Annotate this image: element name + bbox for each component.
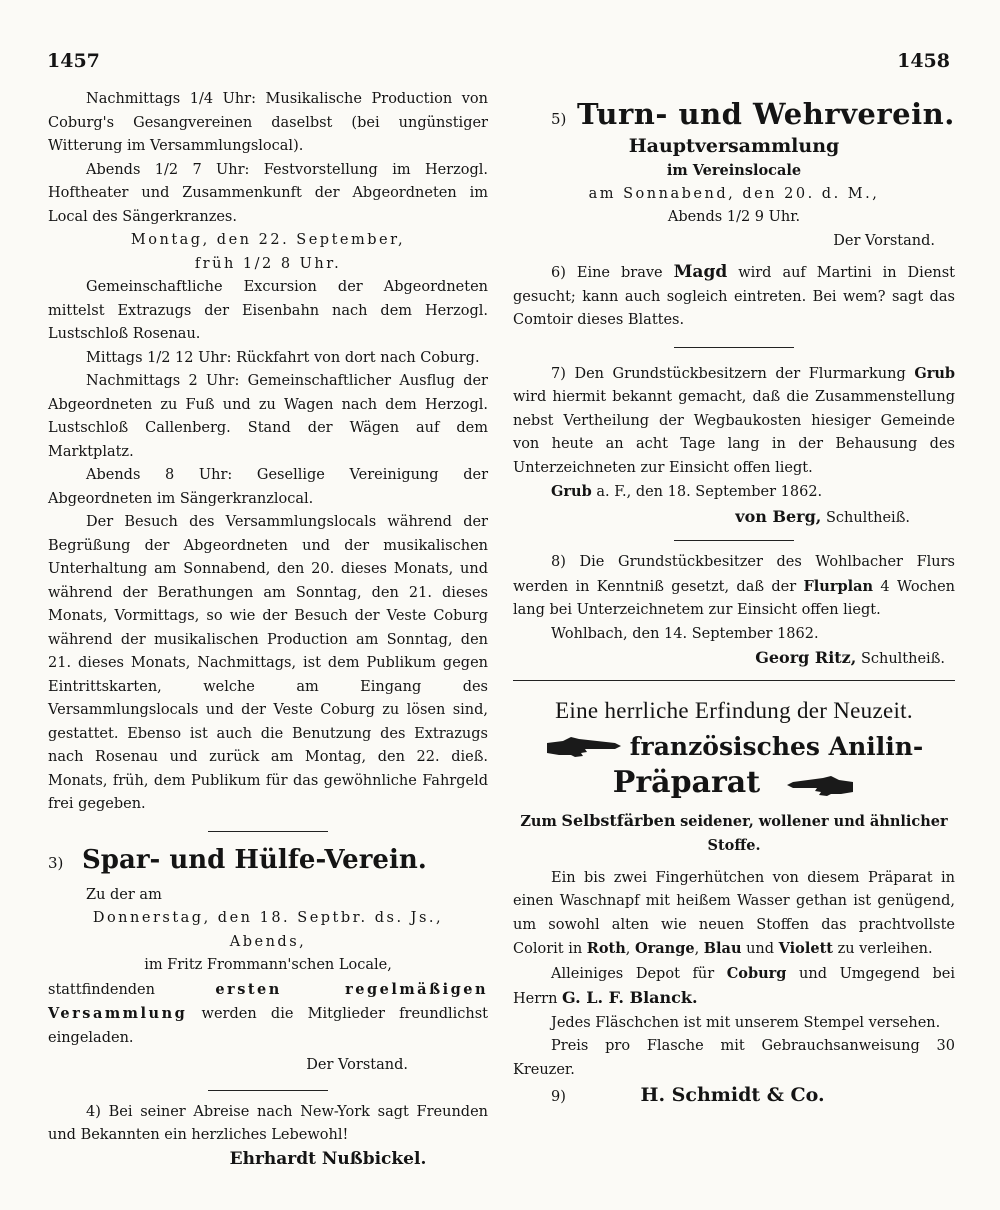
ad-9-depot-city: Coburg — [726, 964, 787, 982]
ad-9-body-pre: Ein bis zwei Fingerhütchen von diesem Präparat in einen Waschnapf mit heißem Wasser gethan ist genügend, um sowohl alten wie neuen Stoffen das prachtvollste Colorit in — [513, 869, 955, 957]
left-column — [48, 88, 488, 1171]
divider-full — [513, 680, 955, 681]
schedule-excursion: Gemeinschaftliche Excursion der Abgeordneten mittelst Extrazugs der Eisenbahn nach dem Herzogl. Lustschloß Rosenau. — [48, 279, 488, 342]
ad-9-product-row1 — [513, 731, 955, 768]
schedule-evening-gala: Abends 1/2 7 Uhr: Festvorstellung im Herzogl. Hoftheater und Zusammenkunft der Abgeordneten im Local des Sängerkranzes. — [48, 161, 488, 225]
pointing-hand-left-icon — [785, 773, 855, 803]
ad-8-text — [513, 551, 955, 623]
ad-9-product-line1: französisches Anilin- — [629, 731, 924, 761]
ad-9-number: 9) — [551, 1089, 566, 1105]
ad-5-location: im Vereinslocale — [666, 162, 802, 179]
ad-5-time: Abends 1/2 9 Uhr. — [667, 209, 801, 225]
ad-9-depot-name: G. L. F. Blanck. — [562, 988, 698, 1007]
ad-9-use-pre: Zum — [520, 812, 557, 830]
ad-7-place-bold: Grub — [551, 483, 592, 500]
ad-7-signer — [513, 505, 955, 531]
ad-5-title: Turn- und Wehrverein. — [577, 97, 955, 131]
ad-3-invitation — [48, 978, 488, 1051]
ad-7-signer-rest: Schultheiß. — [825, 509, 910, 526]
ad-7-signer-bold: von Berg, — [735, 506, 822, 526]
ad-4-signature: Ehrhardt Nußbickel. — [229, 1148, 427, 1169]
ad-3-number: 3) — [48, 853, 64, 872]
ad-8-pre: Die Grundstückbesitzer des Wohlbacher Flurs werden in Kenntniß gesetzt, daß der — [513, 554, 955, 595]
ad-8-signer-rest: Schultheiß. — [860, 651, 945, 667]
ad-8-post: 4 Wochen lang bei Unterzeichnetem zur Einsicht offen liegt. — [513, 578, 956, 618]
ad-9-use-post: seidener, wollener und ähnlicher Stoffe. — [680, 812, 948, 854]
ad-7 — [513, 362, 955, 531]
ad-6-post: wird auf Martini in Dienst gesucht; kann auch sogleich eintreten. Bei wem? sagt das Comtoir dieses Blattes. — [513, 265, 956, 328]
divider — [674, 347, 794, 348]
ad-6-number: 6) — [551, 265, 566, 281]
ad-6-pre: Eine brave — [576, 265, 663, 281]
ad-8 — [513, 551, 955, 672]
ad-9-firm-line — [513, 1084, 955, 1110]
ad-9-depot — [513, 962, 955, 1012]
ad-9-price: Preis pro Flasche mit Gebrauchsanweisung 30 Kreuzer. — [513, 1038, 955, 1078]
ad-6 — [513, 261, 955, 333]
ad-3-time: Abends, — [229, 933, 307, 950]
ad-9-color-blue: Blau — [703, 940, 742, 957]
ad-3 — [48, 842, 488, 1078]
ad-9 — [513, 695, 955, 1110]
ad-9-product-row2 — [513, 767, 955, 803]
ad-3-line1: Zu der am — [86, 886, 162, 903]
ad-9-product-line2: Präparat — [612, 765, 761, 800]
ad-7-post: wird hiermit bekannt gemacht, daß die Zusammenstellung nebst Vertheilung der Wegbaukosten hiesiger Gemeinde von heute an acht Tage lang in der Behausung des Unterzeichneten zur Einsicht offen liegt. — [513, 389, 955, 476]
right-column — [513, 88, 955, 1110]
pointing-hand-right-icon — [545, 733, 625, 767]
ad-5-subtitle: Hauptversammlung — [628, 135, 840, 157]
schedule-afternoon-music: Nachmittags 1/4 Uhr: Musikalische Production von Coburg's Gesangvereinen daselbst (bei ungünstiger Witterung im Versammlungslocal). — [48, 91, 488, 154]
ad-9-color-violet: Violett — [778, 940, 833, 957]
schedule-day-time: früh 1/2 8 Uhr. — [194, 255, 342, 272]
ad-7-place — [513, 480, 955, 505]
ad-9-depot-mid: und Umgegend bei Herrn — [513, 965, 956, 1007]
ad-3-invitation-pre: stattfindenden — [48, 981, 155, 998]
ad-7-place-rest: a. F., den 18. September 1862. — [596, 484, 823, 500]
ad-3-venue: im Fritz Frommann'schen Locale, — [144, 957, 392, 973]
ad-9-stamp: Jedes Fläschchen ist mit unserem Stempel versehen. — [551, 1014, 941, 1031]
page-number-right: 1458 — [897, 50, 950, 72]
ad-8-signer-bold: Georg Ritz, — [755, 648, 857, 667]
ad-7-bold: Grub — [914, 364, 956, 382]
ad-4-text — [48, 1101, 488, 1148]
ad-7-pre: Den Grundstückbesitzern der Flurmarkung — [574, 365, 906, 382]
ad-3-title: Spar- und Hülfe-Verein. — [82, 844, 427, 875]
ad-9-depot-pre: Alleiniges Depot für — [551, 965, 715, 982]
ad-4 — [48, 1101, 488, 1172]
schedule-day-heading: Montag, den 22. September, — [130, 232, 406, 248]
schedule-afternoon-trip: Nachmittags 2 Uhr: Gemeinschaftlicher Ausflug der Abgeordneten zu Fuß und zu Wagen nach dem Herzogl. Lustschloß Callenberg. Stand der Wägen auf dem Marktplatz. — [48, 373, 488, 460]
ad-9-body: Ein bis zwei Fingerhütchen von diesem Präparat in einen Waschnapf mit heißem Wasser gethan ist genügend, um sowohl alten wie neuen Stoffen das prachtvollste Colorit in Roth, Orange, Blau und Violett zu verleihen. — [513, 869, 955, 957]
ad-3-invitation-bold: ersten regelmäßigen Versammlung — [48, 980, 489, 1022]
divider — [208, 831, 328, 832]
ad-6-text — [513, 261, 955, 333]
ad-5-date: am Sonnabend, den 20. d. M., — [588, 185, 880, 202]
ad-4-body: Bei seiner Abreise nach New-York sagt Freunden und Bekannten ein herzliches Lebewohl! — [48, 1103, 488, 1143]
ad-6-bold: Magd — [673, 262, 728, 282]
ad-8-number: 8) — [551, 554, 566, 570]
ad-9-use — [513, 809, 955, 859]
ad-9-headline: Eine herrliche Erfindung der Neuzeit. — [555, 697, 913, 723]
ad-9-color-red: Roth — [586, 940, 626, 957]
ad-5-number: 5) — [551, 110, 567, 128]
ad-3-signature: Der Vorstand. — [306, 1057, 408, 1073]
ad-8-bold: Flurplan — [803, 577, 874, 595]
ad-9-body-post: zu verleihen. — [837, 941, 933, 957]
ad-5-signature: Der Vorstand. — [833, 232, 935, 249]
ad-9-firm: H. Schmidt & Co. — [640, 1084, 825, 1106]
ad-9-use-bold: Selbstfärben — [561, 810, 676, 830]
visitor-notice: Der Besuch des Versammlungslocals während der Begrüßung der Abgeordneten und der musikalischen Unterhaltung am Sonnabend, den 20. dieses Monats, und während der Berathungen am Sonntag, den 21. dieses Monats, Vormittags, so wie der Besuch der Veste Coburg während der musikalischen Production am Sonntag, den 21. dieses Monats, Nachmittags, ist dem Publikum gegen Eintrittskarten, welche am Eingang des Versammlungslocals und der Veste Coburg zu lösen sind, gestattet. Ebenso ist auch die Benutzung des Extrazugs nach Rosenau und zurück am Montag, den 22. dieß. Monats, früh, dem Publikum für das gewöhnliche Fahrgeld frei gegeben. — [48, 514, 488, 812]
ad-8-place: Wohlbach, den 14. September 1862. — [551, 625, 819, 642]
ad-8-signer — [513, 646, 955, 672]
divider — [674, 540, 794, 541]
page-number-left: 1457 — [47, 50, 100, 72]
schedule-noon-return: Mittags 1/2 12 Uhr: Rückfahrt von dort nach Coburg. — [86, 349, 480, 366]
ad-7-number: 7) — [551, 365, 566, 382]
ad-7-text — [513, 362, 955, 481]
ad-4-number: 4) — [86, 1103, 101, 1120]
ad-9-color-orange: Orange — [634, 940, 695, 957]
schedule-evening-social: Abends 8 Uhr: Gesellige Vereinigung der Abgeordneten im Sängerkranzlocal. — [48, 467, 488, 507]
ad-3-invitation-post: werden die Mitglieder freundlichst eingeladen. — [48, 1006, 489, 1046]
divider — [208, 1090, 328, 1091]
ad-3-date: Donnerstag, den 18. Septbr. ds. Js., — [92, 910, 444, 926]
ad-5 — [513, 94, 955, 253]
